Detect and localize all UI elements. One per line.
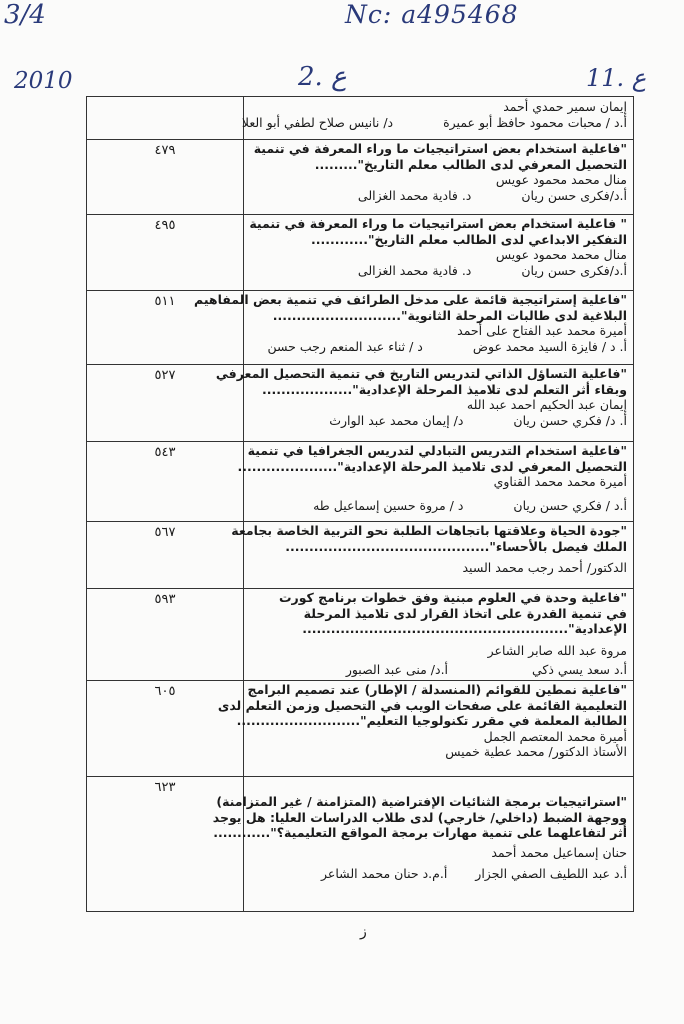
entry-title-line: أثر لتفاعلهما على تنمية مهارات برمجة المواقع التعليمية؟"............ (213, 825, 627, 840)
entry-title-line: في تنمية القدرة على اتخاذ القرار لدى تلاميذ المرحلة (303, 605, 627, 621)
toc-entry (237, 443, 627, 513)
row-divider (87, 588, 633, 589)
entry-supervisor: د / ثناء عبد المنعم رجب حسن (267, 338, 423, 354)
entry-page-number: ٥٤٣ (154, 445, 176, 460)
entry-supervisors (247, 866, 627, 882)
entry-author: حنان إسماعيل محمد أحمد (491, 844, 627, 860)
toc-entry (247, 216, 627, 278)
handwritten-volume: 2. ع (298, 62, 347, 92)
entry-title-line: الطالبة المعلمة في مقرر تكنولوجيا التعليم".......................... (236, 713, 627, 728)
toc-entry (194, 292, 627, 354)
row-divider (87, 290, 633, 291)
toc-entry (217, 682, 627, 760)
handwritten-reference-code: Nc: a495468 (345, 0, 519, 29)
entry-title-line: "فاعلية إستراتيجية قائمة على مدخل الطرائف في تنمية بعض المفاهيم (194, 292, 627, 307)
entry-supervisor: أ.د/فكرى حسن ريان (521, 262, 627, 278)
entry-title-line: الإعدادية"........................................................ (302, 621, 627, 636)
entry-title-line: التحصيل المعرفي لدى الطالب معلم التاريخ"......... (314, 156, 627, 172)
entry-supervisor: أ.م.د حنان محمد الشاعر (321, 866, 448, 881)
entry-title-line: "فاعلية وحدة في العلوم مبنية وفق خطوات برنامج كورت (278, 590, 627, 605)
entry-author: إيمان سمير حمدي أحمد (503, 99, 627, 114)
entry-page-number: ٦٢٣ (154, 780, 176, 795)
entry-title-line: "فاعلية استخدام التدريس التبادلي لتدريس الجغرافيا في تنمية (247, 443, 627, 458)
row-divider (87, 214, 633, 215)
toc-entry (247, 590, 627, 678)
entry-title-line: "فاعلية استخدام بعض استراتيجيات ما وراء المعرفة في تنمية (253, 141, 627, 156)
toc-entry (247, 141, 627, 203)
entry-supervisor: أ.د / محبات محمود حافظ أبو عميرة (443, 114, 627, 130)
entry-supervisor: أ.د عبد اللطيف الصفي الجزار (475, 866, 627, 881)
entry-author: الدكتور/ أحمد رجب محمد السيد (462, 560, 627, 575)
entry-supervisors (247, 263, 627, 279)
entry-title-line: "استراتيجيات برمجة الثنائيات الإفتراضية (المتزامنة / غير المتزامنة) (216, 794, 627, 809)
entry-supervisor: أ.د سعد يسي ذكي (532, 662, 627, 677)
row-divider (87, 139, 633, 140)
row-divider (87, 521, 633, 522)
entry-supervisors (247, 662, 627, 678)
entry-supervisors (247, 339, 627, 355)
entry-page-number: ٥٩٣ (154, 592, 176, 607)
contents-table (86, 96, 634, 912)
handwritten-page-id: 3/4 (4, 0, 46, 30)
toc-entry (212, 794, 627, 882)
row-divider (87, 364, 633, 365)
entry-title-line: الملك فيصل بالأحساء"........................................... (285, 538, 627, 554)
handwritten-year: 2010 (14, 68, 73, 94)
entry-supervisor: د/ إيمان محمد عبد الوارث (329, 412, 464, 428)
row-divider (87, 680, 633, 681)
entry-page-number: ٥١١ (154, 294, 176, 309)
toc-entry-continued (241, 99, 627, 130)
entry-page-number: ٥٦٧ (154, 525, 176, 540)
entry-supervisor: د / مروة حسين إسماعيل طه (313, 497, 464, 513)
entry-supervisor: د. فادية محمد الغزالى (357, 187, 472, 203)
entry-title-line: وبقاء أثر التعلم لدى تلاميذ المرحلة الإعدادية"................... (262, 381, 627, 397)
entry-author: أميرة محمد عبد الفتاح على أحمد (457, 323, 627, 338)
entry-title-line: ووجهة الضبط (داخلي/ خارجي) لدى طلاب الدراسات العليا: هل يوجد (212, 809, 627, 825)
column-divider (243, 97, 244, 911)
entry-author: أميرة محمد المعتصم الجمل (483, 728, 627, 744)
entry-title-line: التحصيل المعرفي لدى تلاميذ المرحلة الإعدادية"..................... (237, 458, 627, 474)
entry-title-line: "فاعلية نمطين للقوائم (المنسدلة / الإطار) عند تصميم البرامج (247, 682, 627, 697)
entry-page-number: ٤٩٥ (154, 218, 176, 233)
entry-supervisor: الأستاذ الدكتور/ محمد عطية خميس (445, 744, 627, 759)
entry-page-number: ٤٧٩ (154, 143, 176, 158)
entry-supervisor: أ. د/ فكري حسن ريان (513, 412, 627, 428)
entry-supervisor: أ.د / فكري حسن ريان (513, 497, 627, 513)
entry-page-number: ٥٢٧ (154, 368, 176, 383)
entry-title-line: "جودة الحياة وعلاقتها باتجاهات الطلبة نحو التربية الخاصة بجامعة (231, 523, 627, 538)
entry-title-line: " فاعلية استخدام بعض استراتيجيات ما وراء المعرفة في تنمية (249, 216, 627, 231)
entry-supervisors (247, 413, 627, 429)
page-folio: ز (360, 924, 367, 940)
toc-entry (231, 523, 627, 576)
entry-author: أميرة محمد محمد القناوي (493, 474, 627, 489)
entry-supervisor: أ.د/فكرى حسن ريان (521, 187, 627, 203)
entry-title-line: البلاغية لدى طالبات المرحلة الثانوية"........................... (272, 307, 627, 323)
entry-author: إيمان عبد الحكيم احمد عبد الله (466, 397, 627, 412)
entry-title-line: "فاعلية التساؤل الذاتي لتدريس التاريخ في تنمية التحصيل المعرفي (215, 366, 627, 381)
entry-supervisor: أ.د/ منى عبد الصبور (345, 662, 449, 677)
entry-supervisors (247, 498, 627, 514)
entry-author: منال محمد محمود عويس (495, 172, 627, 187)
toc-entry (215, 366, 627, 428)
entry-supervisors (241, 114, 627, 131)
entry-title-line: التعليمية القائمة على صفحات الويب في التحصيل وزمن التعلم لدى (217, 697, 627, 713)
entry-author: منال محمد محمود عويس (495, 247, 627, 262)
entry-page-number: ٦٠٥ (154, 684, 176, 699)
entry-supervisor: أ. د / فايزة السيد محمد عوض (472, 338, 627, 354)
entry-supervisor: د. فادية محمد الغزالى (357, 262, 472, 278)
entry-title-line: التفكير الابداعي لدى الطالب معلم التاريخ"............ (311, 231, 627, 247)
entry-supervisor: د/ نانيس صلاح لطفي أبو العلا (241, 114, 394, 130)
row-divider (87, 441, 633, 442)
entry-author: مروة عبد الله صابر الشاعر (487, 642, 627, 658)
entry-supervisors (247, 188, 627, 204)
handwritten-issue: 11. ع (586, 64, 647, 92)
row-divider (87, 776, 633, 777)
